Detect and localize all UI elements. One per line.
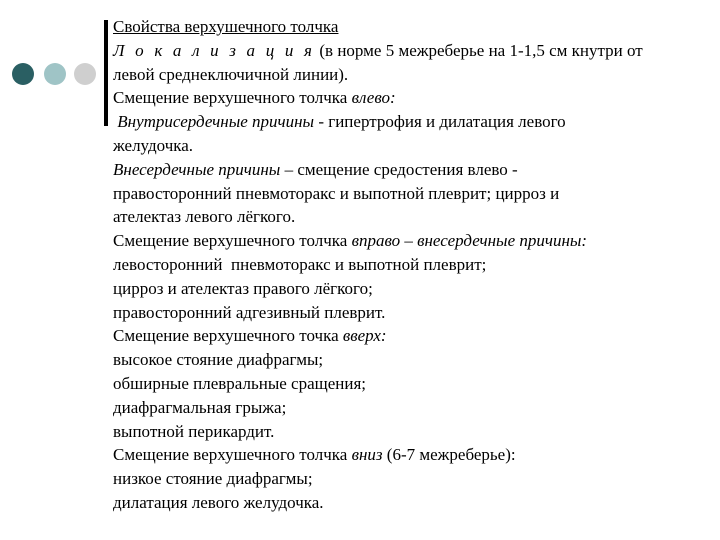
list-item: дилатация левого желудочка. bbox=[113, 492, 324, 512]
slide-title: Свойства верхушечного толчка bbox=[113, 17, 339, 36]
heading-text: Смещение верхушечного толчка bbox=[113, 88, 352, 108]
list-item: цирроз и ателектаз правого лёгкого; bbox=[113, 278, 373, 298]
localization-cont: левой среднеключичной линии). bbox=[113, 64, 349, 84]
list-item: выпотной перикардит. bbox=[113, 421, 275, 441]
localization-word: Л о к а л и з а ц и я bbox=[113, 40, 316, 60]
extracardiac-line bbox=[113, 158, 713, 182]
list-item: диафрагмальная грыжа; bbox=[113, 397, 287, 417]
heading-text: Смещение верхушечного точка bbox=[113, 326, 343, 346]
extracardiac-text: – смещение средостения влево - bbox=[280, 159, 518, 179]
intracardiac-text: - гипертрофия и дилатация левого bbox=[314, 112, 566, 132]
localization-line bbox=[113, 39, 713, 63]
up-direction: вверх: bbox=[342, 326, 387, 346]
dark-teal-dot bbox=[12, 63, 34, 85]
slide-body bbox=[113, 15, 713, 515]
light-teal-dot bbox=[44, 63, 66, 85]
heading-text: Смещение верхушечного толчка bbox=[113, 231, 352, 251]
extracardiac-cont-1: правосторонний пневмоторакс и выпотной плеврит; цирроз и bbox=[113, 183, 560, 203]
list-item: левосторонний пневмоторакс и выпотной плеврит; bbox=[113, 254, 487, 274]
intracardiac-cont: желудочка. bbox=[113, 135, 194, 155]
extracardiac-label: Внесердечные причины bbox=[113, 159, 281, 179]
down-shift-heading bbox=[113, 443, 713, 467]
list-item: низкое стояние диафрагмы; bbox=[113, 469, 313, 489]
heading-text: Смещение верхушечного толчка bbox=[113, 445, 352, 465]
list-item: правосторонний адгезивный плеврит. bbox=[113, 302, 386, 322]
down-direction: вниз bbox=[351, 445, 383, 465]
intracardiac-label: Внутрисердечные причины bbox=[117, 112, 315, 132]
extracardiac-cont-2: ателектаз левого лёгкого. bbox=[113, 207, 296, 227]
intracardiac-line bbox=[113, 110, 713, 134]
list-item: обширные плевральные сращения; bbox=[113, 373, 367, 393]
right-direction: вправо – внесердечные причины: bbox=[351, 231, 588, 251]
accent-bar bbox=[104, 20, 108, 126]
localization-text: (в норме 5 межреберье на 1-1,5 см кнутри от bbox=[315, 40, 643, 60]
down-note: (6-7 межреберье): bbox=[382, 445, 516, 465]
gray-dot bbox=[74, 63, 96, 85]
right-shift-heading bbox=[113, 229, 713, 253]
decorative-dots bbox=[12, 63, 96, 85]
left-shift-heading bbox=[113, 86, 713, 110]
left-direction: влево: bbox=[351, 88, 396, 108]
list-item: высокое стояние диафрагмы; bbox=[113, 350, 324, 370]
up-shift-heading bbox=[113, 324, 713, 348]
